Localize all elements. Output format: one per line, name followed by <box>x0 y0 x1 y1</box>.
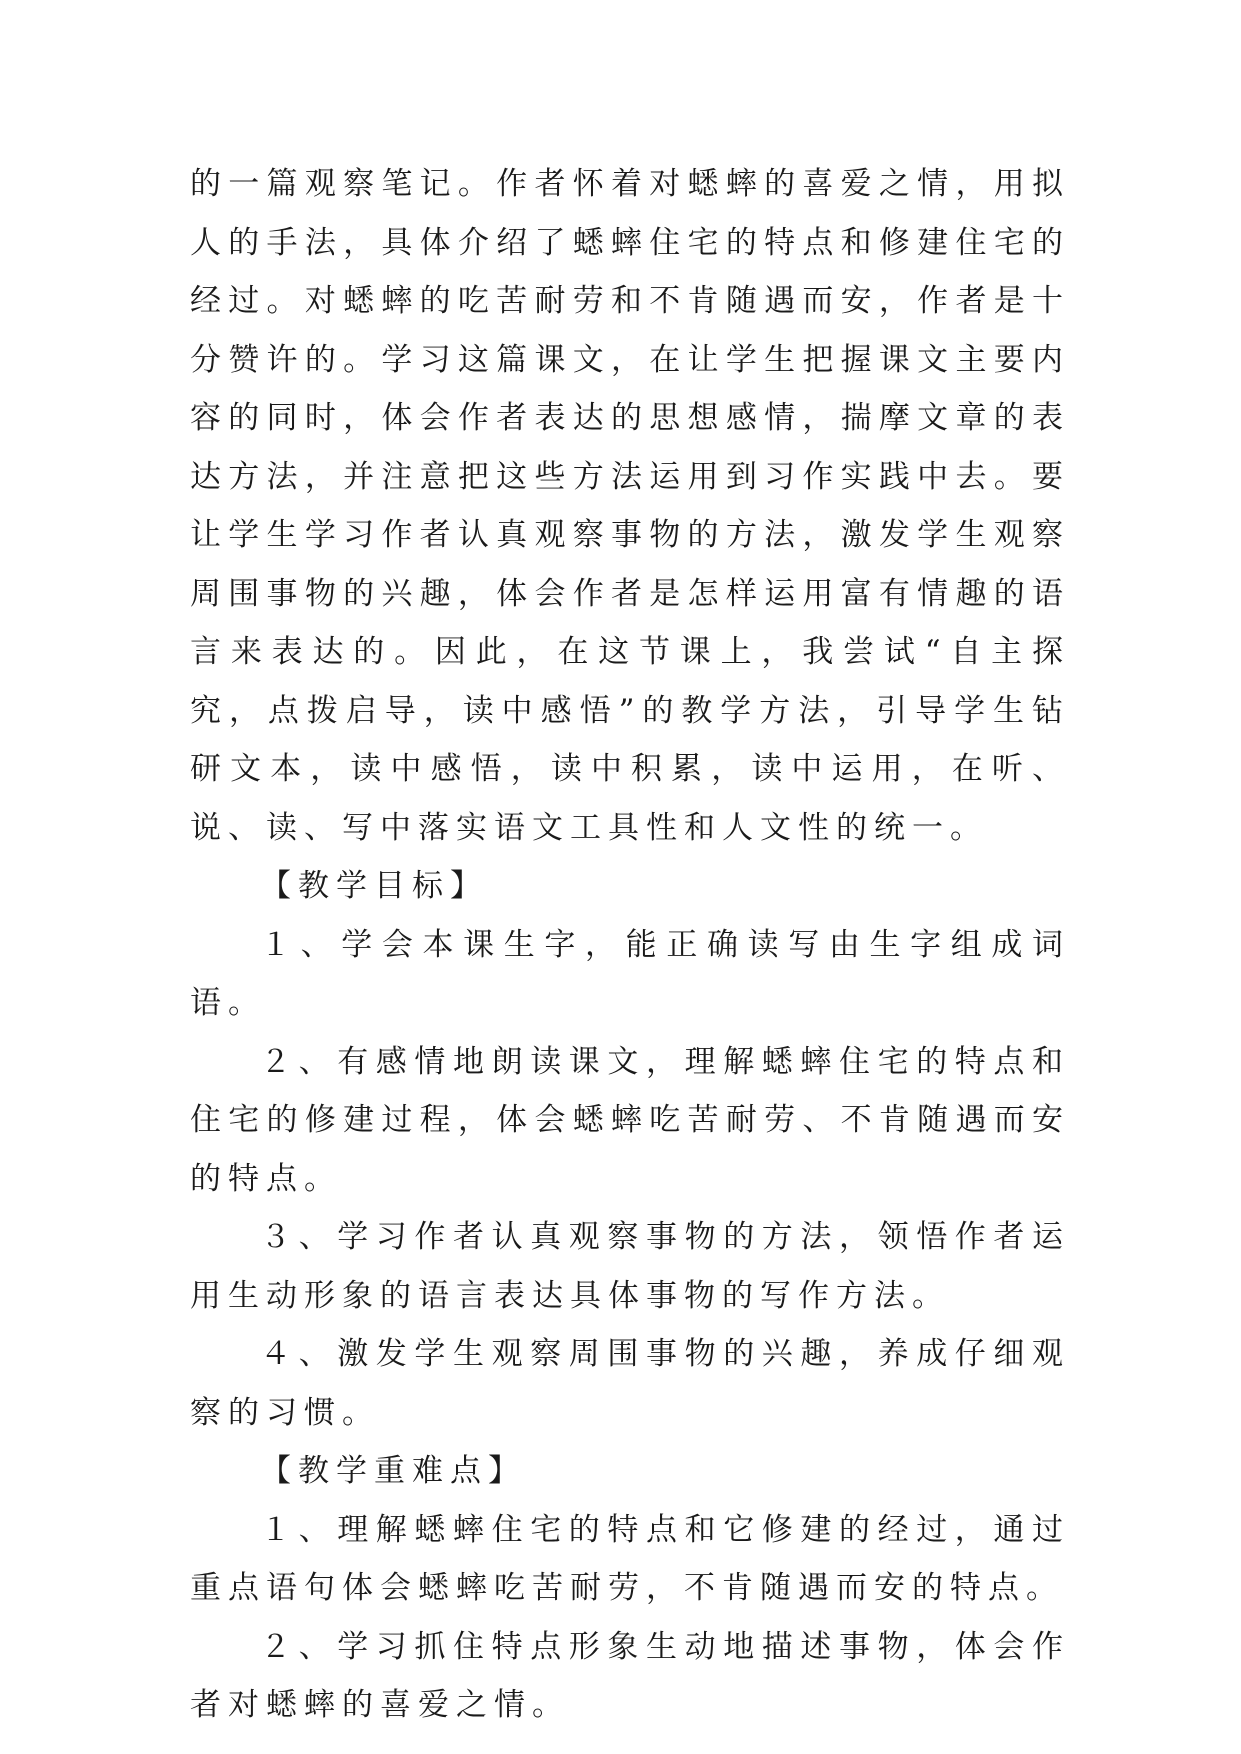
key-points-heading: 【教学重难点】 <box>260 1453 526 1489</box>
body-text <box>190 155 1070 1735</box>
key-point-item: １、理解蟋蟀住宅的特点和它修建的经过，通过重点语句体会蟋蟀吃苦耐劳，不肯随遇而安的特点。 <box>190 1511 1070 1606</box>
goals-heading: 【教学目标】 <box>260 868 488 904</box>
goal-item: １、学会本课生字，能正确读写由生字组成词语。 <box>190 926 1070 1021</box>
intro-paragraph: 的一篇观察笔记。作者怀着对蟋蟀的喜爱之情，用拟人的手法，具体介绍了蟋蟀住宅的特点和修建住宅的经过。对蟋蟀的吃苦耐劳和不肯随遇而安，作者是十分赞许的。学习这篇课文，在让学生把握课文主要内容的同时，体会作者表达的思想感情，揣摩文章的表达方法，并注意把这些方法运用到习作实践中去。要让学生学习作者认真观察事物的方法，激发学生观察周围事物的兴趣，体会作者是怎样运用富有情趣的语言来表达的。因此，在这节课上，我尝试“自主探究，点拨启导，读中感悟”的教学方法，引导学生钻研文本，读中感悟，读中积累，读中运用，在听、说、读、写中落实语文工具性和人文性的统一。 <box>190 166 1070 846</box>
goal-item: ３、学习作者认真观察事物的方法，领悟作者运用生动形象的语言表达具体事物的写作方法。 <box>190 1219 1070 1314</box>
key-point-item: ２、学习抓住特点形象生动地描述事物，体会作者对蟋蟀的喜爱之情。 <box>190 1628 1070 1723</box>
goal-item: ２、有感情地朗读课文，理解蟋蟀住宅的特点和住宅的修建过程，体会蟋蟀吃苦耐劳、不肯随遇而安的特点。 <box>190 1043 1070 1197</box>
goal-item: ４、激发学生观察周围事物的兴趣，养成仔细观察的习惯。 <box>190 1336 1070 1431</box>
